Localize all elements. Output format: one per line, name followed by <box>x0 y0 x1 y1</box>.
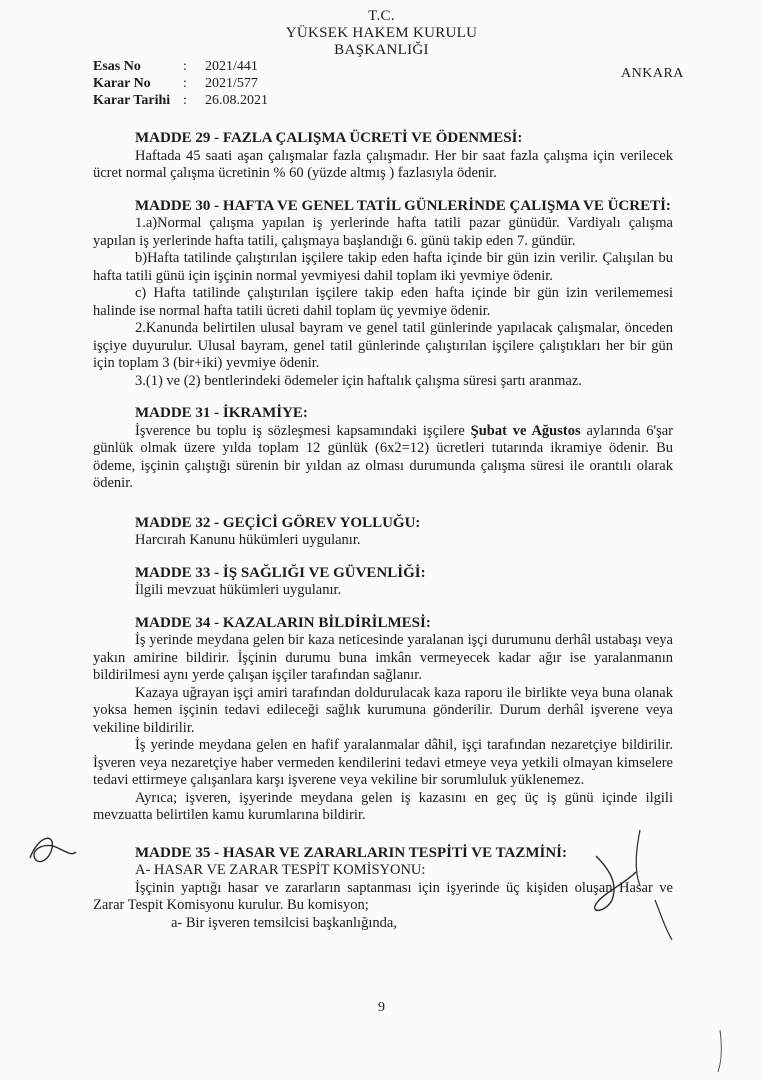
article-paragraph: c) Hafta tatilinde çalıştırılan işçilere takip eden hafta içinde bir gün izin verilememesi halinde ise normal hafta tatili ücreti dahil toplam üç yevmiye ödenir. <box>93 285 673 319</box>
article-paragraph: Harcırah Kanunu hükümleri uygulanır. <box>135 532 361 548</box>
signature-stroke <box>718 1030 721 1072</box>
article-paragraph: Kazaya uğrayan işçi amiri tarafından doldurulacak kaza raporu ile birlikte veya buna olanak yoksa hemen işçinin tedavi edileceği sağlık kurumuna gönderilir. Durum derhâl işverene veya vekiline bildirilir. <box>93 684 673 736</box>
article-title: MADDE 29 - FAZLA ÇALIŞMA ÜCRETİ VE ÖDENMESİ: <box>135 130 523 146</box>
meta-value: 2021/577 <box>205 76 258 91</box>
signature-stroke <box>655 900 672 940</box>
header-institution: YÜKSEK HAKEM KURULU <box>285 25 478 41</box>
article-title: MADDE 35 - HASAR VE ZARARLARIN TESPİTİ VE TAZMİNİ: <box>135 844 568 861</box>
article-paragraph: İşçinin yaptığı hasar ve zararların saptanması için işyerinde üç kişiden oluşan Hasar ve Zarar Tespit Komisyonu kurulur. Bu komisyon; <box>93 879 673 913</box>
header-tc: T.C. <box>368 8 395 24</box>
article-paragraph: İş yerinde meydana gelen bir kaza neticesinde yaralanan işçi durumunu derhâl ustabaşı veya yakın amirine bildirir. İşçinin durumu buna imkân vermeyecek kadar ağır ise yaralanmanın bildirilmesi aynı yerde çalışan işçiler tarafından sağlanır. <box>93 632 673 683</box>
city-label: ANKARA <box>621 66 684 81</box>
meta-value: 2021/441 <box>205 59 258 74</box>
article-paragraph: a- Bir işveren temsilcisi başkanlığında, <box>171 914 397 931</box>
meta-label: Karar Tarihi <box>93 93 171 108</box>
article-paragraph: 2.Kanunda belirtilen ulusal bayram ve genel tatil günlerinde yapılacak çalışmalar, önceden işçiye duyurulur. Ulusal bayram, genel tatil günlerinde çalıştırılan işçilere çalıştıkları her bir gün için toplam 3 (bir+iki) yevmiye ödenir. <box>93 320 673 371</box>
article-paragraph: İlgili mevzuat hükümleri uygulanır. <box>135 582 342 598</box>
article-paragraph: İşverence bu toplu iş sözleşmesi kapsamındaki işçilere Şubat ve Ağustos aylarında 6'şar günlük olmak üzere yılda toplam 12 günlük (6x2=12) ücretleri tutarında ikramiye ödenir. Bu ödeme, işçinin çalıştığı sürenin bir yıldan az olması durumunda çalışma süresi ile orantılı olarak ödenir. <box>93 422 673 491</box>
article-paragraph: 1.a)Normal çalışma yapılan iş yerlerinde hafta tatili pazar günüdür. Vardiyalı çalışma yapılan iş yerlerinde hafta tatili, çalışmaya başlandığı 6. günü takip eden 7. gündür. <box>93 215 673 249</box>
bonus-months: Şubat ve Ağustos <box>470 422 581 439</box>
article-title: MADDE 32 - GEÇİCİ GÖREV YOLLUĞU: <box>135 514 421 531</box>
meta-label: Esas No <box>93 59 141 74</box>
meta-row-karar: Karar No : 2021/577 <box>93 76 258 91</box>
meta-value: 26.08.2021 <box>205 93 268 108</box>
header-presidency: BAŞKANLIĞI <box>334 42 429 58</box>
article-paragraph: İş yerinde meydana gelen en hafif yaralanmalar dâhil, işçi tarafından nezaretçiye bildirilir. İşveren veya nezaretçiye haber vermeden kendilerini tedavi etmeye veya yetkili olmayan kimselere tedavi ettirmeye çalışanlara karşı işverene veya vekiline bir sorumluluk yüklenemez. <box>93 737 673 788</box>
page-number: 9 <box>378 1000 385 1015</box>
meta-row-tarih: Karar Tarihi : 26.08.2021 <box>93 93 268 108</box>
article-paragraph: Haftada 45 saati aşan çalışmalar fazla çalışmadır. Her bir saat fazla çalışma için verilecek ücret normal çalışma ücretinin % 60 (yüzde altmış ) fazlasıyla ödenir. <box>93 147 673 181</box>
signature-stroke <box>595 856 636 910</box>
article-subtitle: A- HASAR VE ZARAR TESPİT KOMİSYONU: <box>135 862 426 878</box>
meta-label: Karar No <box>93 76 151 91</box>
article-paragraph: Ayrıca; işveren, işyerinde meydana gelen iş kazasını en geç üç iş günü içinde ilgili mevzuatta belirtilen kamu kurumlarına bildirir. <box>93 789 673 823</box>
paraph-left <box>30 838 76 861</box>
article-title: MADDE 33 - İŞ SAĞLIĞI VE GÜVENLİĞİ: <box>135 564 426 581</box>
article-title: MADDE 34 - KAZALARIN BİLDİRİLMESİ: <box>135 614 431 631</box>
article-title: MADDE 30 - HAFTA VE GENEL TATİL GÜNLERİNDE ÇALIŞMA VE ÜCRETİ: <box>135 197 671 214</box>
signature-stroke <box>636 830 640 886</box>
article-title: MADDE 31 - İKRAMİYE: <box>135 405 308 421</box>
article-paragraph: 3.(1) ve (2) bentlerindeki ödemeler için haftalık çalışma süresi şartı aranmaz. <box>135 372 582 389</box>
article-paragraph: b)Hafta tatilinde çalıştırılan işçilere takip eden hafta içinde bir gün izin verilir. Çalışılan bu hafta tatili günü için işçinin normal yevmiyesi dahil toplam iki yevmiye ödenir. <box>93 250 673 284</box>
meta-row-esas: Esas No : 2021/441 <box>93 59 258 74</box>
